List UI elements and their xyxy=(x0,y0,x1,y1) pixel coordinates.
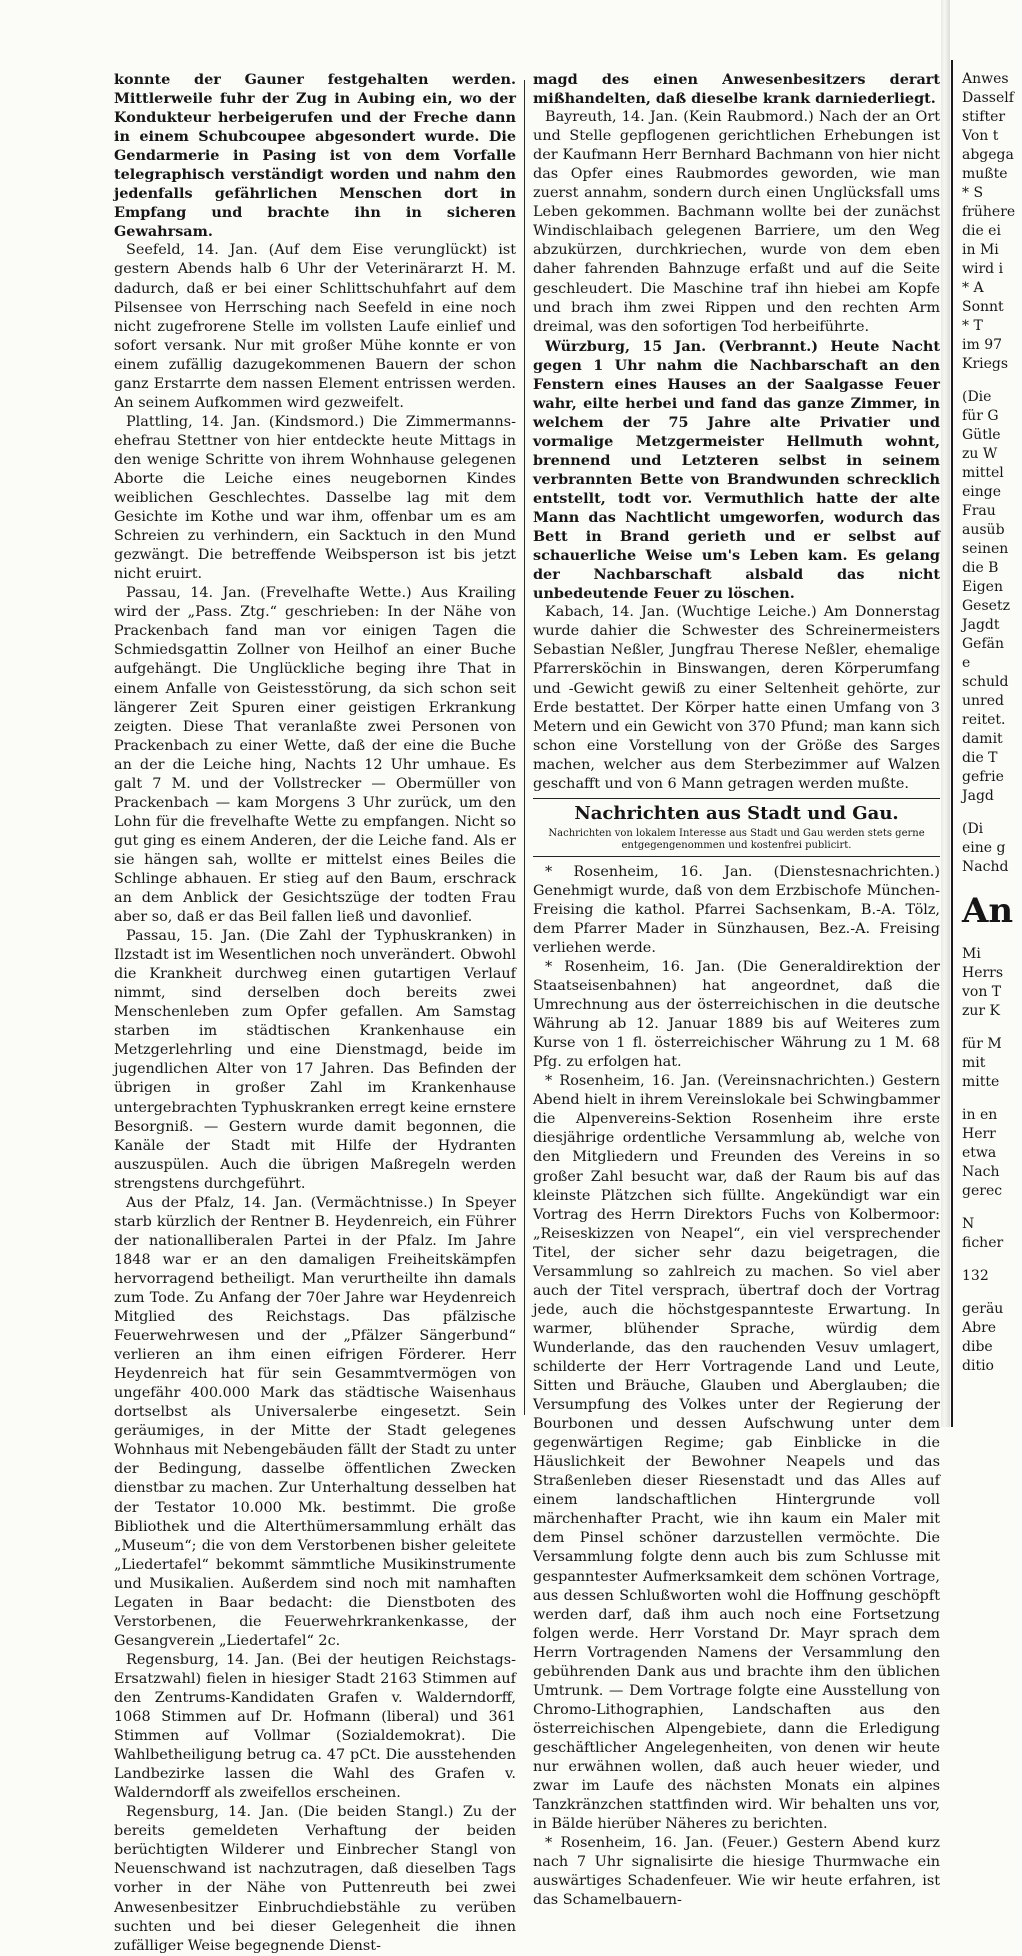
article-passau-typhus: Passau, 15. Jan. (Die Zahl der Typhuskranken) in Ilzstadt ist im Wesentlichen noch unverändert. Obwohl die Krankheit durchweg einen gutartigen Verlauf nimmt, sind derselben doch bereits zwei Menschenleben zum Opfer gefallen. Am Samstag starben im städtischen Krankenhause ein Metzgerlehrling und eine Dienstmagd, beide im jugendlichen Alter von 17 Jahren. Das Befinden der übrigen in großer Zahl im Krankenhause untergebrachten Typhuskranken erregt keine ernstere Besorgniß. — Gestern wurde damit begonnen, die Kanäle der Stadt mit Hilfe der Hydranten auszuspülen. Auch die übrigen Maßregeln werden strengstens durchgeführt. xyxy=(114,928,516,1192)
article-bayreuth: Bayreuth, 14. Jan. (Kein Raubmord.) Nach der an Ort und Stelle gepflogenen gerichtlichen Erhebungen ist der Kaufmann Herr Bernhard Bachmann von hier nicht das Opfer eines Raubmordes geworden, wie man zuerst annahm, sondern durch einen Unglücksfall ums Leben gekommen. Bachmann wollte bei der zunächst Windischlaibach gelegenen Barriere, um den Weg abzukürzen, durchkriechen, wurde von dem eben daher fahrenden Bahnzuge erfaßt und auf die Seite geschleudert. Die Maschine traf ihn hiebei am Kopfe und brach ihm zwei Rippen und den rechten Arm dreimal, was den sofortigen Tod herbeiführte. xyxy=(533,109,940,335)
cropped-line: ausüb xyxy=(962,522,1005,538)
cropped-line: im 97 xyxy=(962,337,1003,353)
cropped-line: stifter xyxy=(962,109,1006,125)
cropped-line: schuld xyxy=(962,674,1009,690)
cropped-line: dibe xyxy=(962,1339,993,1355)
article-kabach: Kabach, 14. Jan. (Wuchtige Leiche.) Am Donnerstag wurde dahier die Schwester des Schreinermeisters Sebastian Neßler, Jungfrau Therese Neßler, ehemalige Pfarrersköchin in Binswangen, deren Körperumfang und -Gewicht gewiß zu einer Seltenheit gehörte, zur Erde bestattet. Der Körper hatte einen Umfang von 3 Metern und ein Gewicht von 370 Pfund; man kann sich schon eine Vorstellung von der Größe des Sarges machen, welcher aus dem Sterbezimmer auf Walzen geschafft und von 6 Mann getragen werden mußte. xyxy=(533,604,940,792)
cropped-line: gefrie xyxy=(962,769,1004,785)
column-rule xyxy=(951,60,953,1427)
cropped-line: die ei xyxy=(962,223,1001,239)
cropped-line: * T xyxy=(962,318,983,334)
cropped-line: in en xyxy=(962,1107,998,1123)
cropped-line: mit xyxy=(962,1055,986,1071)
column-right-cropped xyxy=(962,70,1022,1376)
cropped-line: eine g xyxy=(962,840,1006,856)
section-note: Nachrichten von lokalem Interesse aus Stadt und Gau werden stets gerne entgegengenommen und kostenfrei publicirt. xyxy=(533,828,940,857)
cropped-line: einge xyxy=(962,484,1002,500)
cropped-line: seinen xyxy=(962,541,1009,557)
cropped-line: Gütle xyxy=(962,427,1001,443)
article-seefeld: Seefeld, 14. Jan. (Auf dem Eise verunglückt) ist gestern Abends halb 6 Uhr der Veterinärarzt H. M. dadurch, daß er bei einer Schlittschuhfahrt auf dem Pilsensee von Herrsching nach Seefeld in eine noch nicht zugefrorene Stelle im vollsten Laufe einlief und sofort versank. Nur mit großer Mühe konnte er von einem zufällig dazugekommenen Bauern der schon ganz Erstarrte dem nassen Element entrissen werden. An seinem Aufkommen wird gezweifelt. xyxy=(114,242,516,411)
article-rosenheim-eisenbahn: * Rosenheim, 16. Jan. (Die Generaldirektion der Staatseisenbahnen) hat angeordnet, daß die Umrechnung aus der österreichischen in die deutsche Währung ab 12. Januar 1889 bis auf Weiteres zum Kurse von 1 fl. österreichischer Währung zu 1 M. 68 Pfg. zu erfolgen hat. xyxy=(533,959,940,1071)
cropped-line: frühere xyxy=(962,204,1016,220)
article-wuerzburg: Würzburg, 15 Jan. (Verbrannt.) Heute Nacht gegen 1 Uhr nahm die Nachbarschaft an den Fenstern eines Hauses an der Saalgasse Feuer wahr, eilte herbei und fand das ganze Zimmer, in welchem der 75 Jahre alte Privatier und vormalige Metzgermeister Hellmuth wohnt, brennend und Letzteren selbst in seinem verbrannten Bette von Brandwunden schrecklich entstellt, todt vor. Vermuthlich hatte der alte Mann das Nachtlicht umgeworfen, wodurch das Bett in Brand gerieth und er selbst auf schauerliche Weise um's Leben kam. Es gelang der Nachbarschaft alsbald das nicht unbedeutende Feuer zu löschen. xyxy=(533,337,940,603)
cropped-line: mittel xyxy=(962,465,1004,481)
cropped-line: Gefän xyxy=(962,636,1005,652)
cropped-line: Jagd xyxy=(962,788,994,804)
cropped-line: mitte xyxy=(962,1074,1000,1090)
article-rosenheim-dienst: * Rosenheim, 16. Jan. (Dienstesnachrichten.) Genehmigt wurde, daß von dem Erzbischofe München-Freising die kathol. Pfarrei Sachsenkam, B.-A. Tölz, dem Pfarrer Mader in Sünzhausen, Bez.-A. Freising verliehen werde. xyxy=(533,863,940,956)
cropped-line: für M xyxy=(962,1036,1002,1052)
cropped-line: (Di xyxy=(962,821,984,837)
article-fragment: konnte der Gauner festgehalten werden. Mittlerweile fuhr der Zug in Aubing ein, wo der Kondukteur herbeigerufen und der Freche dann in einem Schubcoupee abgesondert wurde. Die Gendarmerie in Pasing ist von dem Vorfalle telegraphisch verständigt worden und nahm den jedenfalls gefährlichen Menschen dort in Empfang und brachte ihn in sicheren Gewahrsam. xyxy=(114,71,516,241)
column-rule xyxy=(524,80,525,1415)
column-middle xyxy=(533,70,940,1910)
article-rosenheim-feuer: * Rosenheim, 16. Jan. (Feuer.) Gestern Abend kurz nach 7 Uhr signalisirte die hiesige Thurmwache ein auswärtiges Schadenfeuer. Wie wir heute erfahren, ist das Schamelbauern- xyxy=(533,1835,940,1909)
cropped-line: von T xyxy=(962,984,1002,1000)
cropped-line: etwa xyxy=(962,1145,997,1161)
cropped-line: reitet. xyxy=(962,712,1006,728)
article-fragment: magd des einen Anwesenbesitzers derart mißhandelten, daß dieselbe krank darniederliegt. xyxy=(533,71,940,108)
article-plattling: Plattling, 14. Jan. (Kindsmord.) Die Zimmermanns-ehefrau Stettner von hier entdeckte heute Mittags in den wenige Schritte von ihrem Wohnhause gelegenen Aborte die Leiche eines neugebornen Kindes weiblichen Geschlechtes. Dasselbe lag mit dem Gesichte im Kothe und war ihm, offenbar um es am Schreien zu verhindern, ein Sacktuch in den Mund gezwängt. Die betreffende Weibsperson ist bis jetzt nicht eruirt. xyxy=(114,413,516,583)
cropped-line: N xyxy=(962,1216,975,1232)
cropped-line: Dasself xyxy=(962,90,1014,106)
cropped-line: Anwes xyxy=(962,71,1009,87)
cropped-line: Abre xyxy=(962,1320,997,1336)
cropped-line: * A xyxy=(962,280,984,296)
article-rosenheim-verein: * Rosenheim, 16. Jan. (Vereinsnachrichten.) Gestern Abend hielt in ihrem Vereinslokale bei Schwingbammer die Alpenvereins-Sektion Rosenheim ihre erste diesjährige ordentliche Versammlung ab, welche von den Mitgliedern und Freunden des Vereins in so großer Zahl besucht war, daß der Raum bis auf das kleinste Plätzchen sich füllte. Angekündigt war ein Vortrag des Herrn Direktors Fuchs von Kolbermoor: „Reiseskizzen von Neapel“, ein viel versprechender Titel, der sicher sehr dazu beigetragen, die Versammlung so zahlreich zu machen. So viel aber auch der Titel versprach, übertraf doch der Vortrag jede, auch die höchstgespannteste Erwartung. In warmer, blühender Sprache, würdig dem Wunderlande, das den rauchenden Vesuv umlagert, schilderte der Herr Vortragende Land und Leute, Sitten und Bräuche, Glauben und Aberglauben; die Versumpfung des Volkes unter der Regierung der Bourbonen und dessen Aufschwung unter dem gegenwärtigen Regime; gab Einblicke in die Häuslichkeit der Bewohner Neapels und das Straßenleben dieser Riesenstadt und das Alles auf einem landschaftlichen Hintergrunde voll märchenhafter Pracht, wie ihn kaum ein Maler mit dem Pinsel schöner darzustellen vermöchte. Die Versammlung folgte denn auch bis zum Schlusse mit gespanntester Aufmerksamkeit dem schönen Vortrage, aus dessen Schlußworten wohl die Hoffnung geschöpft werden darf, daß ihm auch noch eine Fortsetzung folgen werde. Herr Vorstand Dr. Mayr sprach dem Herrn Vortragenden Namens der Versammlung den gebührenden Dank aus und brachte ihm den üblichen Umtrunk. — Dem Vortrage folgte eine Ausstellung von Chromo-Lithographien, Landschaften aus den österreichischen Alpengebiete, dann die Erledigung geschäftlicher Angelegenheiten, von denen wir heute nur erwähnen wollen, daß auch heuer wieder, und zwar im Laufe des nächsten Monats ein alpines Tanzkränzchen stattfinden wird. Wir behalten uns vor, in Bälde hierüber Näheres zu berichten. xyxy=(533,1073,940,1833)
cropped-line: * S xyxy=(962,185,984,201)
article-regensburg-stangl: Regensburg, 14. Jan. (Die beiden Stangl.) Zu der bereits gemeldeten Verhaftung der beiden berüchtigten Wilderer und Einbrecher Stangl von Neuenschwand ist nachzutragen, daß dieselben Tags vorher in der Nähe von Puttenreuth bei zwei Anwesenbesitzer Einbruchdiebstähle zu verüben suchten und bei dieser Gelegenheit die ihnen zufälliger Weise begegnende Dienst- xyxy=(114,1804,516,1954)
cropped-line: Nachd xyxy=(962,859,1009,875)
cropped-line: unred xyxy=(962,693,1004,709)
cropped-line: die T xyxy=(962,750,998,766)
cropped-line: die B xyxy=(962,560,999,576)
cropped-line: zu W xyxy=(962,446,998,462)
cropped-line: ditio xyxy=(962,1358,994,1374)
cropped-line: abgega xyxy=(962,147,1014,163)
article-passau-wette: Passau, 14. Jan. (Frevelhafte Wette.) Aus Krailing wird der „Pass. Ztg.“ geschrieben: In der Nähe von Prackenbach fand man vor einigen Tagen die Schmiedsgattin Zollner von Heilhof an einer Buche aufgehängt. Die Unglückliche beging ihre That in einem Anfalle von Geistesstörung, da sich schon seit längerer Zeit Spuren einer geistigen Erkrankung zeigten. Diese That veranlaßte zwei Personen von Prackenbach zu einer Wette, daß der eine die Buche an der die Leiche hing, Nachts 12 Uhr umhaue. Es galt 7 M. und der Vollstrecker — Obermüller von Prackenbach — kam Morgens 3 Uhr zurück, um den Lohn für die frevelhafte Wette zu empfangen. Nicht so gut ging es einem Anderen, der die Leiche fand. Als er sie hängen sah, wollte er mittelst eines Beiles die Schlinge abhauen. Er stieg auf den Baum, erschrack an dem Anblick der Gesichtszüge der todten Frau aber so, daß er das Beil fallen ließ und davonlief. xyxy=(114,585,516,926)
cropped-line: Nach xyxy=(962,1164,1000,1180)
cropped-line: Kriegs xyxy=(962,356,1009,372)
article-pfalz: Aus der Pfalz, 14. Jan. (Vermächtnisse.) In Speyer starb kürzlich der Rentner B. Heydenreich, ein Führer der nationalliberalen Partei in der Pfalz. Im Jahre 1848 war er an den damaligen Freiheitskämpfen hervorragend betheiligt. Man verurtheilte ihn damals zum Tode. Zu Anfang der 70er Jahre war Heydenreich Mitglied des Reichstags. Das pfälzische Feuerwehrwesen und der „Pfälzer Sängerbund“ verlieren an ihm einen eifrigen Förderer. Herr Heydenreich hat für sein Gesammtvermögen von ungefähr 400.000 Mark das städtische Waisenhaus dortselbst als Universalerbe eingesetzt. Sein geräumiges, in der Mitte der Stadt gelegenes Wohnhaus mit Nebengebäuden fällt der Stadt zu unter der Bedingung, dasselbe öffentlichen Zwecken dienstbar zu machen. Zur Unterhaltung desselben hat der Testator 10.000 Mk. bestimmt. Die große Bibliothek und die Alterthümersammlung erhält das „Museum“; die von dem Verstorbenen bisher geleitete „Liedertafel“ bekommt sämmtliche Musikinstrumente und Musikalien. Außerdem sind noch mit namhaften Legaten in Baar bedacht: die Dienstboten des Verstorbenen, die Feuerwehrkrankenkasse, der Gesangverein „Liedertafel“ 2c. xyxy=(114,1194,516,1649)
cropped-line: Sonnt xyxy=(962,299,1004,315)
cropped-line: zur K xyxy=(962,1003,1000,1019)
cropped-line: Von t xyxy=(962,128,999,144)
cropped-line: wird i xyxy=(962,261,1004,277)
cropped-line: gerec xyxy=(962,1183,1003,1199)
cropped-line: für G xyxy=(962,408,999,424)
cropped-line: Mi xyxy=(962,946,981,962)
cropped-line: in Mi xyxy=(962,242,999,258)
cropped-line: Herr xyxy=(962,1126,996,1142)
section-title: Nachrichten aus Stadt und Gau. xyxy=(533,798,940,826)
cropped-line: Jagdt xyxy=(962,617,1000,633)
cropped-line: Frau xyxy=(962,503,996,519)
column-left xyxy=(114,70,516,1956)
cropped-line: Gesetz xyxy=(962,598,1010,614)
article-regensburg-wahl: Regensburg, 14. Jan. (Bei der heutigen Reichstags-Ersatzwahl) fielen in hiesiger Stadt 2163 Stimmen auf den Zentrums-Kandidaten Grafen v. Walderndorff, 1068 Stimmen auf Dr. Hofmann (liberal) und 361 Stimmen auf Vollmar (Sozialdemokrat). Die Wahlbetheiligung betrug ca. 47 pCt. Die ausstehenden Landbezirke lassen die Wahl des Grafen v. Walderndorff als zweifellos erscheinen. xyxy=(114,1651,516,1802)
cropped-line: An xyxy=(962,891,1014,931)
cropped-line: 132 xyxy=(962,1268,989,1284)
page-gutter xyxy=(941,0,950,1427)
cropped-line: damit xyxy=(962,731,1003,747)
cropped-line: geräu xyxy=(962,1301,1004,1317)
cropped-line: Eigen xyxy=(962,579,1003,595)
cropped-line: Herrs xyxy=(962,965,1004,981)
cropped-line: (Die xyxy=(962,389,992,405)
cropped-line: ficher xyxy=(962,1235,1004,1251)
cropped-line: mußte xyxy=(962,166,1008,182)
cropped-line: e xyxy=(962,655,971,671)
